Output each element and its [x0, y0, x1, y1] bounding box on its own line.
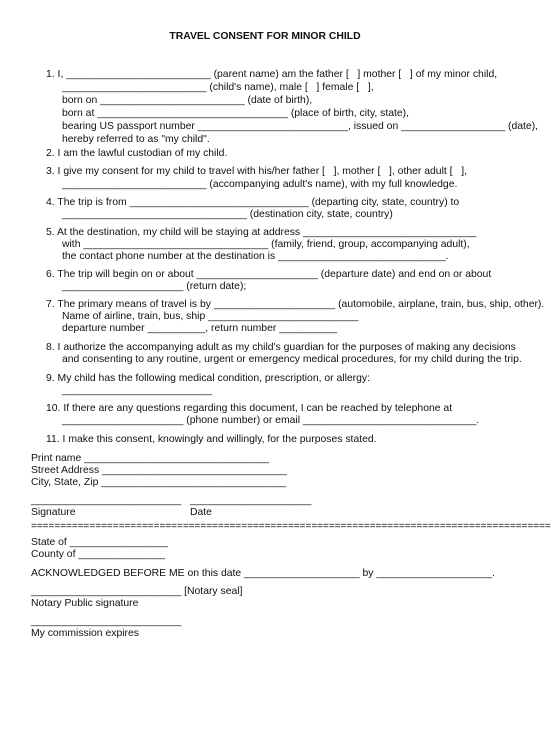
item-1-line-5: bearing US passport number __________________________, issued on __________________ (date), [62, 121, 539, 132]
item-9-line-2: __________________________ [62, 385, 213, 396]
item-2-line-1: 2. I am the lawful custodian of my child. [46, 148, 228, 159]
item-5-line-1: 5. At the destination, my child will be staying at address ______________________________ [46, 227, 477, 238]
item-4-line-1: 4. The trip is from _______________________________ (departing city, state, country) to [46, 197, 460, 208]
item-5-line-2: with ________________________________ (family, friend, group, accompanying adult), [62, 239, 470, 250]
item-9-line-1: 9. My child has the following medical condition, prescription, or allergy: [46, 373, 370, 384]
acknowledgement-line[interactable]: ACKNOWLEDGED BEFORE ME on this date ____________________ by ____________________. [31, 568, 495, 579]
item-3-line-1: 3. I give my consent for my child to travel with his/her father [ ], mother [ ], other adult [ ], [46, 166, 467, 177]
signature-line[interactable]: __________________________ [31, 495, 182, 506]
item-7-line-2: Name of airline, train, bus, ship __________________________ [62, 311, 359, 322]
street-address-field[interactable]: Street Address ________________________________ [31, 465, 287, 476]
item-1-line-6: hereby referred to as "my child". [62, 134, 210, 145]
item-3-line-2: _________________________ (accompanying adult's name), with my full knowledge. [62, 179, 458, 190]
item-7-line-1: 7. The primary means of travel is by _____________________ (automobile, airplane, train, bus, ship, other). [46, 299, 545, 310]
item-5-line-3: the contact phone number at the destination is _____________________________. [62, 251, 449, 262]
item-1-line-4: born at _________________________________ (place of birth, city, state), [62, 108, 410, 119]
item-11-line-1: 11. I make this consent, knowingly and willingly, for the purposes stated. [46, 434, 377, 445]
notary-signature-line[interactable]: __________________________ [Notary seal] [31, 586, 243, 597]
date-line[interactable]: _____________________ [190, 495, 312, 506]
notary-signature-label: Notary Public signature [31, 598, 139, 609]
form-title: TRAVEL CONSENT FOR MINOR CHILD [169, 31, 361, 42]
commission-label: My commission expires [31, 628, 139, 639]
item-6-line-2: _____________________ (return date); [62, 281, 247, 292]
item-8-line-1: 8. I authorize the accompanying adult as my child's guardian for the purposes of making any decisions [46, 342, 516, 353]
commission-line[interactable]: __________________________ [31, 616, 182, 627]
item-1-line-2: _________________________ (child's name), male [ ] female [ ], [62, 82, 374, 93]
county-of-field[interactable]: County of _______________ [31, 549, 166, 560]
item-1-line-1: 1. I, _________________________ (parent name) am the father [ ] mother [ ] of my minor child, [46, 69, 498, 80]
item-10-line-2: _____________________ (phone number) or email ______________________________. [62, 415, 480, 426]
date-label: Date [190, 507, 212, 518]
item-4-line-2: ________________________________ (destination city, state, country) [62, 209, 393, 220]
signature-label: Signature [31, 507, 76, 518]
item-1-line-3: born on _________________________ (date of birth), [62, 95, 313, 106]
section-separator: ========================================================================================= [31, 521, 551, 532]
item-7-line-3: departure number __________, return number __________ [62, 323, 337, 334]
state-of-field[interactable]: State of _________________ [31, 537, 168, 548]
city-state-zip-field[interactable]: City, State, Zip ________________________________ [31, 477, 287, 488]
item-8-line-2: and consenting to any routine, urgent or emergency medical procedures, for my child during the trip. [62, 354, 522, 365]
item-10-line-1: 10. If there are any questions regarding this document, I can be reached by telephone at [46, 403, 453, 414]
print-name-field[interactable]: Print name ________________________________ [31, 453, 270, 464]
item-6-line-1: 6. The trip will begin on or about _____________________ (departure date) and end on or about [46, 269, 492, 280]
